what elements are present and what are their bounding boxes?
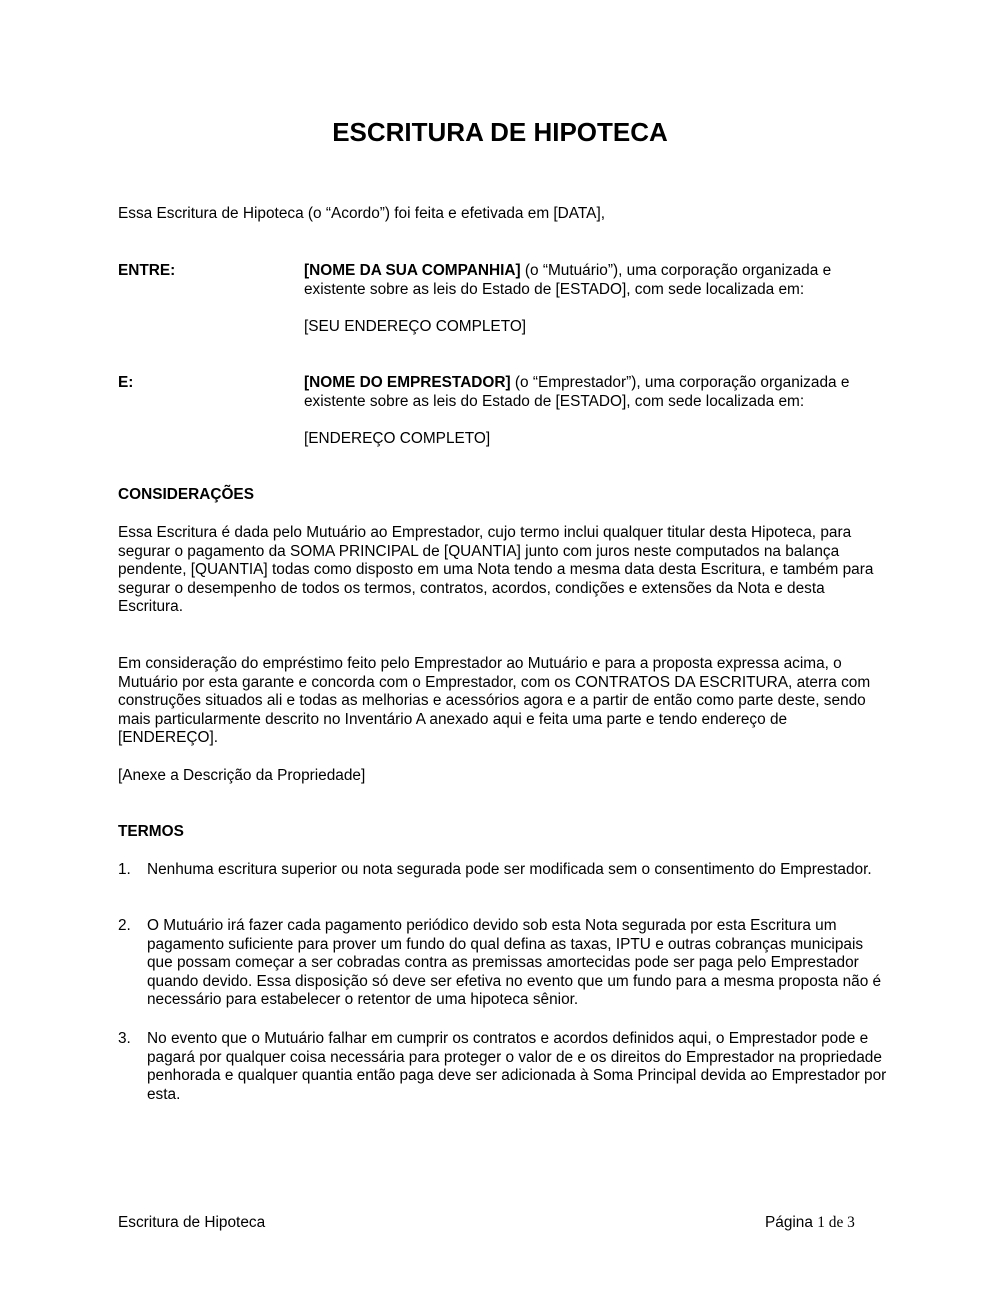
lender-name: [NOME DO EMPRESTADOR] [304, 374, 511, 391]
footer-page-number [765, 1214, 855, 1233]
attachment-note: [Anexe a Descrição da Propriedade] [118, 767, 366, 784]
borrower-address: [SEU ENDEREÇO COMPLETO] [304, 318, 527, 335]
party-lender-description [304, 374, 884, 411]
footer-document-name: Escritura de Hipoteca [118, 1214, 266, 1231]
borrower-details: (o “Mutuário”), uma corporação organizada e existente sobre as leis do Estado de [ESTADO], com sede localizada em: [304, 262, 832, 298]
terms-heading: TERMOS [118, 823, 184, 840]
document-title: ESCRITURA DE HIPOTECA [332, 117, 668, 147]
considerations-paragraph-1: Essa Escritura é dada pelo Mutuário ao Emprestador, cujo termo inclui qualquer titular desta Hipoteca, para segurar o pagamento da SOMA PRINCIPAL de [QUANTIA] junto com juros neste computados na balança pendente, [QUANTIA] todas como disposto em uma Nota tendo a mesma data desta Escritura, e também para segurar o desempenho de todos os termos, contratos, acordos, condições e extensões da Nota e desta Escritura. [118, 524, 874, 616]
term-number: 3. [118, 1030, 131, 1047]
party-label-lender: E: [118, 374, 134, 391]
page-total: 3 [847, 1214, 855, 1231]
term-text: O Mutuário irá fazer cada pagamento periódico devido sob esta Nota segurada por esta Escritura um pagamento suficiente para prover um fundo do qual defina as taxas, IPTU e outras cobranças municipais que possam começar a ser cobradas contra as premissas amortecidas pode ser paga pelo Emprestador quando devido. Essa disposição só deve ser efetiva no evento que um fundo para a mesma proposta não é necessário para estabelecer o retentor de uma hipoteca sênior. [147, 917, 882, 1009]
term-number: 2. [118, 917, 131, 934]
term-text: No evento que o Mutuário falhar em cumprir os contratos e acordos definidos aqui, o Emprestador pode e pagará por qualquer coisa necessária para proteger o valor de e os direitos do Emprestador na propriedade penhorada e qualquer quantia então paga deve ser adicionada à Soma Principal devida ao Emprestador por esta. [147, 1030, 887, 1103]
intro-paragraph: Essa Escritura de Hipoteca (o “Acordo”) foi feita e efetivada em [DATA], [118, 205, 605, 222]
party-label-borrower: ENTRE: [118, 262, 176, 279]
term-number: 1. [118, 861, 131, 878]
page-label: Página [765, 1214, 818, 1231]
lender-address: [ENDEREÇO COMPLETO] [304, 430, 491, 447]
page-of: de [824, 1214, 848, 1231]
party-borrower-description [304, 262, 884, 299]
considerations-heading: CONSIDERAÇÕES [118, 486, 254, 503]
considerations-paragraph-2: Em consideração do empréstimo feito pelo Emprestador ao Mutuário e para a proposta expressa acima, o Mutuário por esta garante e concorda com o Emprestador, com os CONTRATOS DA ESCRITURA, aterra com construções situados ali e todas as melhorias e acessórios agora e a partir de então como parte deste, sendo mais particularmente descrito no Inventário A anexado aqui e feita uma parte e tendo endereço de [ENDEREÇO]. [118, 655, 871, 747]
lender-details: (o “Emprestador”), uma corporação organizada e existente sobre as leis do Estado de [ESTADO], com sede localizada em: [304, 374, 850, 410]
borrower-name: [NOME DA SUA COMPANHIA] [304, 262, 521, 279]
page-current: 1 [817, 1214, 825, 1231]
term-text: Nenhuma escritura superior ou nota segurada pode ser modificada sem o consentimento do Emprestador. [147, 861, 872, 878]
